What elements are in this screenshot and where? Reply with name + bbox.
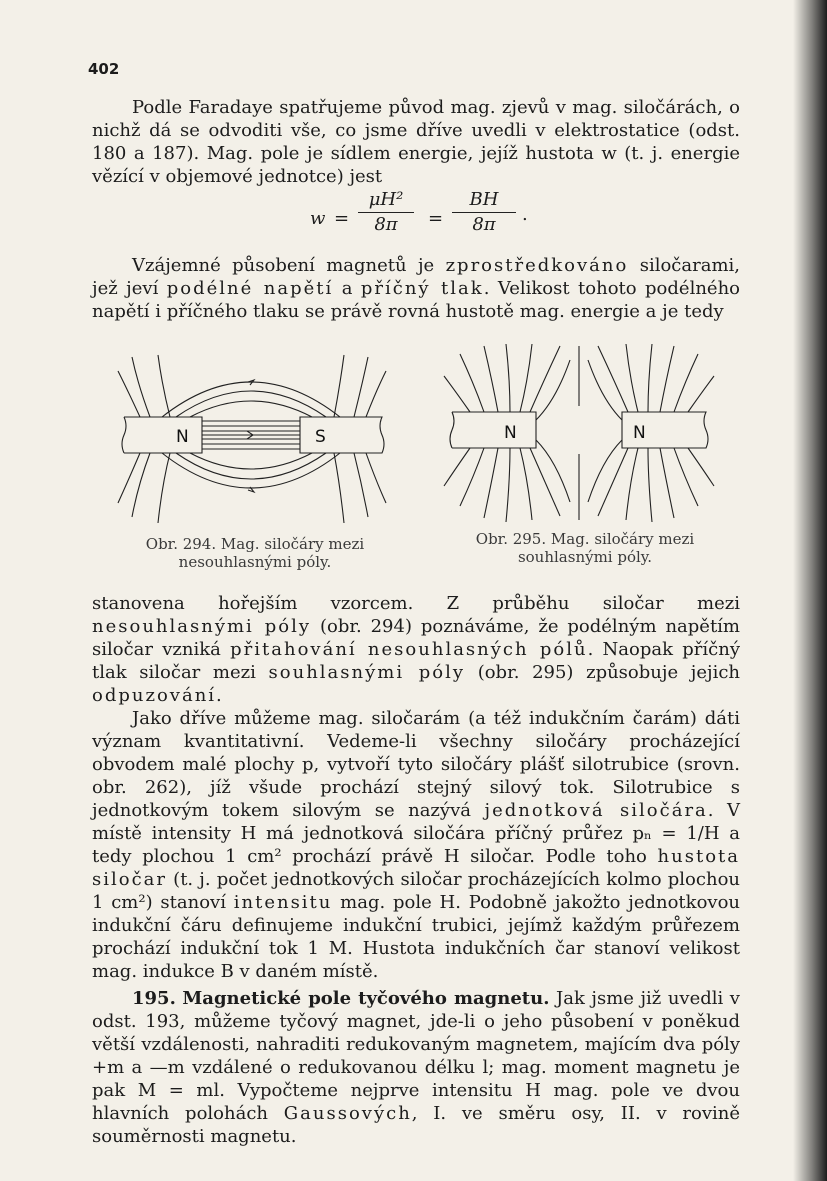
- section-title: Magnetické pole tyčového magnetu.: [182, 988, 550, 1009]
- formula-lhs: w: [310, 208, 326, 229]
- figure-294-caption: Obr. 294. Mag. siločáry mezi nesouhlasnými póly.: [145, 535, 365, 571]
- formula-equals-1: =: [334, 208, 350, 229]
- paragraph-attraction: [92, 592, 740, 1148]
- formula-fraction-1: [358, 190, 414, 235]
- energy-density-formula: [310, 190, 550, 246]
- figure-295-like-poles: [440, 340, 730, 535]
- magnet-n-left-body: [452, 412, 536, 448]
- formula-equals-2: =: [428, 208, 444, 229]
- formula-period: .: [522, 204, 528, 225]
- magnet-s-body: [300, 417, 384, 453]
- page-edge-shadow: [793, 0, 827, 1181]
- fig294-pole-s: S: [315, 427, 326, 447]
- formula-num-2: BH: [469, 189, 499, 210]
- page-number: 402: [88, 60, 120, 78]
- paragraph-2: Vzájemné působení magnetů je zprostředkováno siločarami, jež jeví podélné napětí a příčný tlak. Velikost tohoto podélného napětí i příčného tlaku se právě rovná hustotě mag. energie a je tedy: [92, 255, 741, 322]
- figure-295-caption: Obr. 295. Mag. siločáry mezi souhlasnými póly.: [475, 530, 695, 566]
- paragraph-3: stanovena hořejším vzorcem. Z průběhu siločar mezi nesouhlasnými póly (obr. 294) poznáváme, že podélným napětím siločar vzniká přitahování nesouhlasných pólů. Naopak příčný tlak siločar mezi souhlasnými póly (obr. 295) způsobuje jejich odpuzování.: [92, 593, 741, 706]
- paragraph-4: Jako dříve můžeme mag. siločarám (a též indukčním čarám) dáti význam kvantitativní. Vedeme-li všechny siločáry procházející obvodem malé plochy p, vytvoří tyto siločáry plášť silotrubice (srovn. obr. 262), jíž všude prochází stejný silový tok. Silotrubice s jednotkovým tokem silovým se nazývá jednotková siločára. V místě intensity H má jednotková siločára příčný průřez pₙ = 1/H a tedy plochou 1 cm² prochází právě H siločar. Podle toho hustota siločar (t. j. počet jednotkových siločar procházejících kolmo plochou 1 cm²) stanoví intensitu mag. pole H. Podobně jakožto jednotkovou indukční čáru definujeme indukční trubici, jejímž každým průřezem prochází indukční tok 1 M. Hustota indukčních čar stanoví velikost mag. indukce B v daném místě.: [92, 708, 741, 982]
- formula-fraction-2: [452, 190, 516, 235]
- fig295-pole-n-left: N: [504, 423, 517, 443]
- figure-294-opposite-poles: [110, 345, 400, 535]
- formula-num-1: μH²: [368, 189, 404, 210]
- section-195: 195. Magnetické pole tyčového magnetu. Jak jsme již uvedli v odst. 193, můžeme tyčový magnet, jde-li o jeho působení v poněkud větší vzdálenosti, nahraditi redukovaným magnetem, majícím dva póly +m a —m vzdálené o redukovanou délku l; mag. moment magnetu je pak M = ml. Vypočteme nejprve intensitu H mag. pole ve dvou hlavních polohách Gaussových, I. ve směru osy, II. v rovině souměrnosti magnetu.: [92, 988, 740, 1147]
- magnet-n-body: [124, 417, 202, 453]
- paragraph-faraday: [92, 96, 740, 188]
- fig294-pole-n: N: [176, 427, 189, 447]
- paragraph-1: Podle Faradaye spatřujeme původ mag. zjevů v mag. siločárách, o nichž dá se odvoditi vše, co jsme dříve uvedli v elektrostatice (odst. 180 a 187). Mag. pole je sídlem energie, jejíž hustota w (t. j. energie vězící v objemové jednotce) jest: [92, 97, 740, 187]
- formula-den-2: 8π: [472, 214, 496, 235]
- fig295-pole-n-right: N: [633, 423, 646, 443]
- formula-den-1: 8π: [374, 214, 398, 235]
- section-number: 195.: [132, 988, 176, 1009]
- paragraph-interaction: [92, 254, 740, 323]
